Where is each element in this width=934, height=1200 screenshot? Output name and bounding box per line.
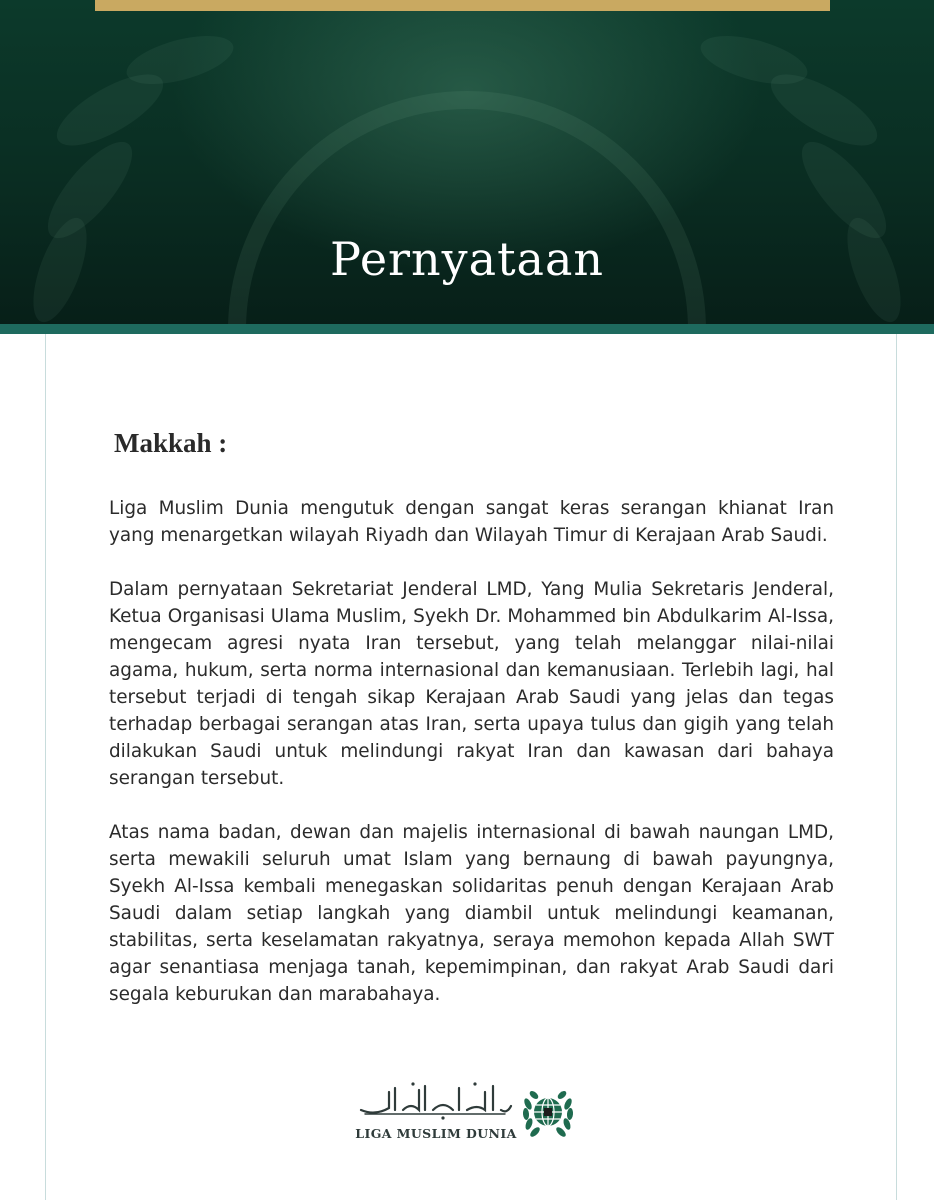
frame-border-left: [45, 334, 46, 1200]
frame-border-right: [896, 334, 897, 1200]
logo-wordmark: LIGA MUSLIM DUNIA: [355, 1126, 517, 1141]
gold-accent-bar: [95, 0, 830, 11]
header-divider: [0, 324, 934, 334]
dateline-location: Makkah :: [114, 428, 228, 458]
header-banner: [0, 0, 934, 324]
page-title: Pernyataan: [329, 232, 605, 286]
statement-body: [109, 495, 834, 1035]
globe-emblem-icon: [519, 1082, 577, 1140]
organization-logo: [355, 1080, 585, 1145]
arabic-calligraphy-logo: [355, 1080, 515, 1120]
paragraph: Atas nama badan, dewan dan majelis internasional di bawah naungan LMD, serta mewakili seluruh umat Islam yang bernaung di bawah payungnya, Syekh Al-Issa kembali menegaskan solidaritas penuh dengan Kerajaan Arab Saudi dalam setiap langkah yang diambil untuk melindungi keamanan, stabilitas, serta keselamatan rakyatnya, seraya memohon kepada Allah SWT agar senantiasa menjaga tanah, kepemimpinan, dan rakyat Arab Saudi dari segala keburukan dan marabahaya.: [109, 822, 834, 1005]
paragraph: Dalam pernyataan Sekretariat Jenderal LMD, Yang Mulia Sekretaris Jenderal, Ketua Organisasi Ulama Muslim, Syekh Dr. Mohammed bin Abdulkarim Al-Issa, mengecam agresi nyata Iran tersebut, yang telah melanggar nilai-nilai agama, hukum, serta norma internasional dan kemanusiaan. Terlebih lagi, hal tersebut terjadi di tengah sikap Kerajaan Arab Saudi yang jelas dan tegas terhadap berbagai serangan atas Iran, serta upaya tulus dan gigih yang telah dilakukan Saudi untuk melindungi rakyat Iran dan kawasan dari bahaya serangan tersebut.: [109, 579, 834, 789]
paragraph: Liga Muslim Dunia mengutuk dengan sangat keras serangan khianat Iran yang menargetkan wilayah Riyadh dan Wilayah Timur di Kerajaan Arab Saudi.: [109, 498, 834, 546]
